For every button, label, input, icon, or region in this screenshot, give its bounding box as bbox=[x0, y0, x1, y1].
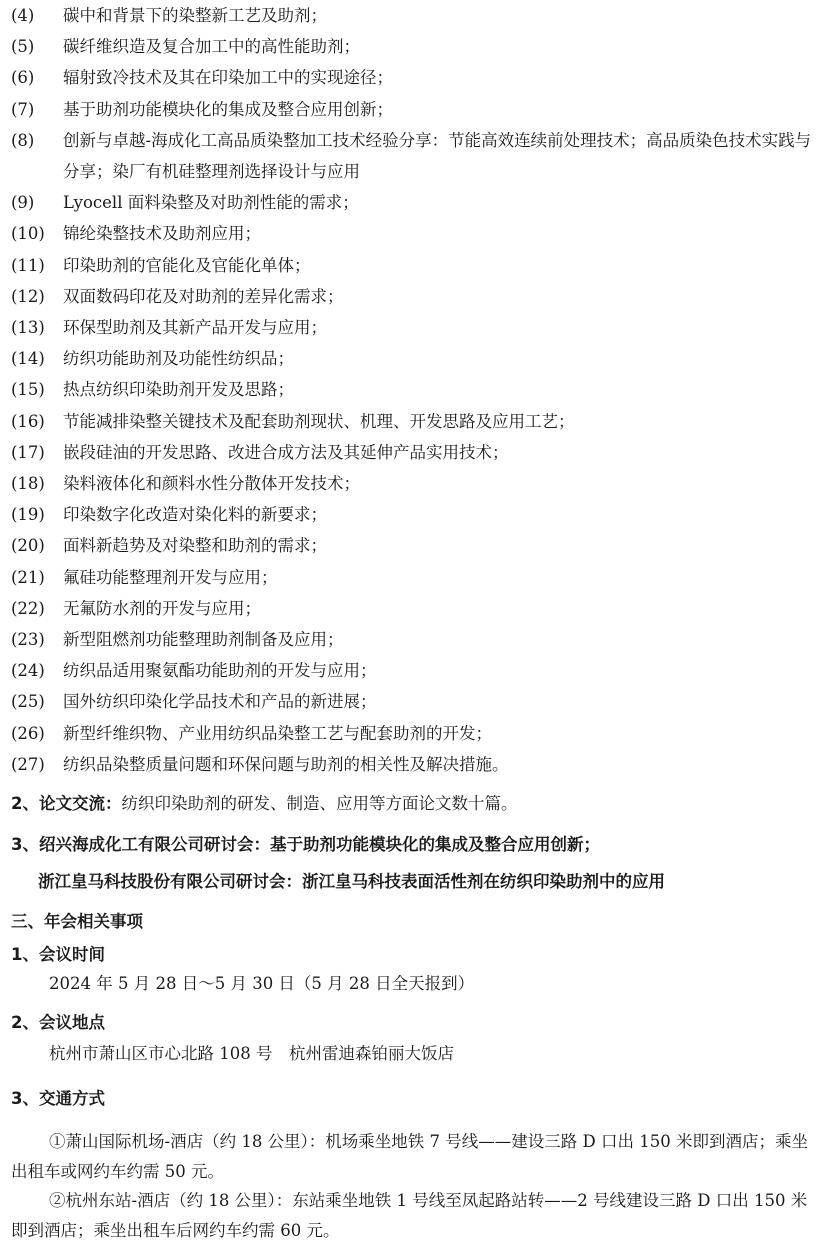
topic-number: (12) bbox=[11, 286, 45, 306]
topic-item bbox=[0, 499, 824, 530]
topic-number: (4) bbox=[11, 6, 35, 25]
topic-item bbox=[0, 312, 824, 343]
topic-text: 基于助剂功能模块化的集成及整合应用创新； bbox=[63, 99, 393, 119]
topic-text: 氟硅功能整理剂开发与应用； bbox=[63, 567, 278, 587]
topic-number: (7) bbox=[11, 99, 35, 119]
transport-route-east-station: ②杭州东站-酒店（约 18 公里）：东站乘坐地铁 1 号线至凤起路站转——2 号线建设三路 D 口出 150 米即到酒店；乘坐出租车后网约车约需 60 元。 bbox=[11, 1191, 808, 1240]
topic-text: 纺织功能助剂及功能性纺织品； bbox=[63, 349, 294, 369]
topic-text: 碳中和背景下的染整新工艺及助剂； bbox=[63, 6, 327, 25]
topic-item bbox=[0, 187, 824, 218]
topic-text: 印染数字化改造对染化料的新要求； bbox=[63, 505, 327, 525]
transport-heading: 3、交通方式 bbox=[11, 1089, 105, 1108]
topic-text: 染料液体化和颜料水性分散体开发技术； bbox=[63, 474, 360, 494]
meeting-time-heading: 1、会议时间 bbox=[11, 945, 105, 964]
topic-item bbox=[0, 343, 824, 374]
topic-text: 新型阻燃剂功能整理助剂制备及应用； bbox=[63, 630, 344, 650]
meeting-place-heading: 2、会议地点 bbox=[11, 1013, 105, 1032]
topic-number: (16) bbox=[11, 411, 45, 431]
topic-text: 面料新趋势及对染整和助剂的需求； bbox=[63, 536, 327, 556]
topic-item bbox=[0, 218, 824, 249]
topic-number: (23) bbox=[11, 630, 45, 650]
topic-item bbox=[0, 31, 824, 62]
meeting-time-value: 2024 年 5 月 28 日～5 月 30 日（5 月 28 日全天报到） bbox=[49, 974, 475, 993]
topic-number: (20) bbox=[11, 536, 45, 556]
topic-item bbox=[0, 530, 824, 561]
topic-text: 嵌段硅油的开发思路、改进合成方法及其延伸产品实用技术； bbox=[63, 442, 509, 462]
topic-text: 国外纺织印染化学品技术和产品的新进展； bbox=[63, 692, 377, 712]
topic-number: (6) bbox=[11, 68, 35, 88]
topic-text: 环保型助剂及其新产品开发与应用； bbox=[63, 318, 327, 338]
section-3-title: 三、年会相关事项 bbox=[11, 912, 143, 931]
topic-text: 创新与卓越-海成化工高品质染整加工技术经验分享：节能高效连续前处理技术；高品质染色技术实践与分享；染厂有机硅整理剂选择设计与应用 bbox=[63, 130, 812, 182]
topic-number: (21) bbox=[11, 567, 45, 587]
topic-number: (26) bbox=[11, 723, 45, 743]
topic-item bbox=[0, 749, 824, 780]
topic-text: 锦纶染整技术及助剂应用； bbox=[63, 224, 261, 244]
meeting-place-value: 杭州市萧山区市心北路 108 号 杭州雷迪森铂丽大饭店 bbox=[49, 1044, 454, 1063]
seminar-1: 3、绍兴海成化工有限公司研讨会：基于助剂功能模块化的集成及整合应用创新； bbox=[11, 835, 600, 854]
topic-number: (24) bbox=[11, 661, 45, 681]
topic-item bbox=[0, 437, 824, 468]
topic-item bbox=[0, 250, 824, 281]
topic-item bbox=[0, 62, 824, 93]
topic-item bbox=[0, 406, 824, 437]
topic-item bbox=[0, 374, 824, 405]
topic-item bbox=[0, 686, 824, 717]
topic-item bbox=[0, 468, 824, 499]
topic-number: (11) bbox=[11, 255, 45, 275]
topic-number: (25) bbox=[11, 692, 45, 712]
topic-number: (10) bbox=[11, 224, 45, 244]
transport-route-airport: ①萧山国际机场-酒店（约 18 公里）：机场乘坐地铁 7 号线——建设三路 D 口出 150 米即到酒店；乘坐出租车或网约车约需 50 元。 bbox=[11, 1132, 808, 1181]
topic-text: 新型纤维织物、产业用纺织品染整工艺与配套助剂的开发； bbox=[63, 723, 492, 743]
topic-text: 无氟防水剂的开发与应用； bbox=[63, 598, 261, 618]
topic-number: (27) bbox=[11, 754, 45, 774]
topic-item bbox=[0, 94, 824, 125]
topic-item bbox=[0, 562, 824, 593]
topic-number: (5) bbox=[11, 37, 35, 57]
topic-text: 热点纺织印染助剂开发及思路； bbox=[63, 380, 294, 400]
topic-item bbox=[0, 718, 824, 749]
topic-item bbox=[0, 655, 824, 686]
topic-text: 印染助剂的官能化及官能化单体； bbox=[63, 255, 311, 275]
topic-number: (14) bbox=[11, 349, 45, 369]
topic-text: 碳纤维织造及复合加工中的高性能助剂； bbox=[63, 37, 360, 57]
topic-text: 纺织品适用聚氨酯功能助剂的开发与应用； bbox=[63, 661, 377, 681]
topic-text: 节能减排染整关键技术及配套助剂现状、机理、开发思路及应用工艺； bbox=[63, 411, 575, 431]
topic-number: (22) bbox=[11, 598, 45, 618]
topic-item bbox=[0, 624, 824, 655]
topic-text: 纺织品染整质量问题和环保问题与助剂的相关性及解决措施。 bbox=[63, 754, 509, 774]
topic-number: (8) bbox=[11, 130, 35, 150]
topic-text: Lyocell 面料染整及对助剂性能的需求； bbox=[63, 193, 359, 213]
topic-number: (19) bbox=[11, 505, 45, 525]
topic-text: 双面数码印花及对助剂的差异化需求； bbox=[63, 286, 344, 306]
topic-item bbox=[0, 281, 824, 312]
topic-number: (15) bbox=[11, 380, 45, 400]
topic-number: (18) bbox=[11, 474, 45, 494]
topic-number: (17) bbox=[11, 442, 45, 462]
topic-number: (13) bbox=[11, 318, 45, 338]
papers-text: 纺织印染助剂的研发、制造、应用等方面论文数十篇。 bbox=[121, 794, 518, 813]
topic-item bbox=[0, 125, 824, 187]
topic-item bbox=[0, 0, 824, 31]
topic-text: 辐射致冷技术及其在印染加工中的实现途径； bbox=[63, 68, 393, 88]
topic-number: (9) bbox=[11, 193, 35, 213]
topic-item bbox=[0, 593, 824, 624]
seminar-2: 浙江皇马科技股份有限公司研讨会：浙江皇马科技表面活性剂在纺织印染助剂中的应用 bbox=[38, 872, 665, 891]
papers-line bbox=[11, 789, 517, 819]
papers-label: 2、论文交流： bbox=[11, 794, 122, 813]
